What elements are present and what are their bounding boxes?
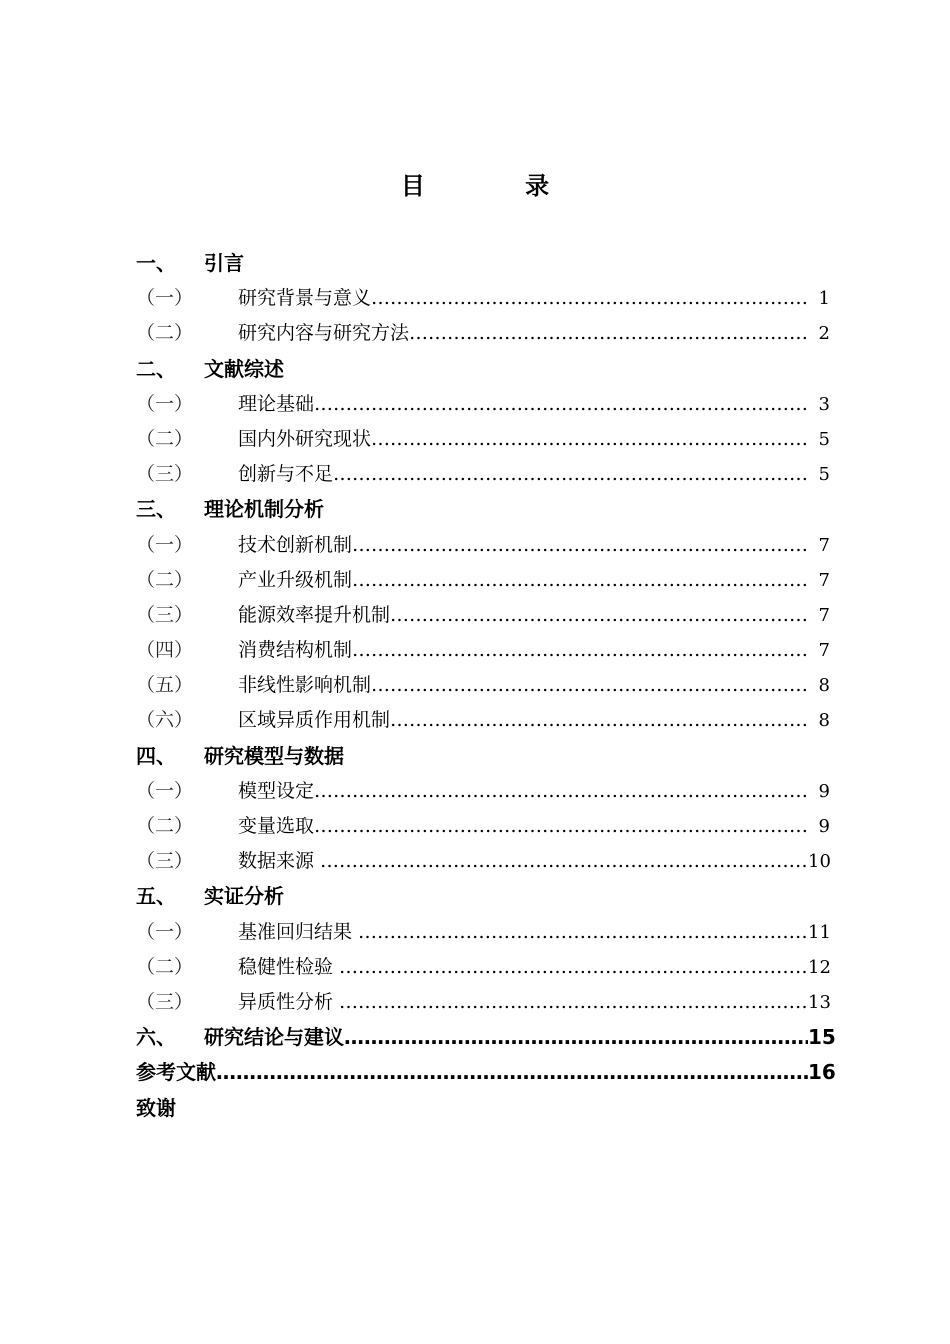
toc-entry[interactable] bbox=[136, 985, 830, 1020]
toc-number: （一） bbox=[136, 779, 194, 802]
toc-entry[interactable] bbox=[136, 422, 830, 457]
toc-number: （五） bbox=[136, 674, 194, 697]
toc-title: 模型设定 ………………………………………………………………………………………………………………………………………………… bbox=[238, 774, 808, 809]
toc-number: （二） bbox=[136, 815, 194, 837]
toc-page-number: 3 bbox=[818, 393, 830, 415]
toc-title: 区域异质作用机制 ………………………………………………………………………………………………………………………………………………… bbox=[238, 703, 808, 738]
toc-title: 变量选取 ………………………………………………………………………………………………………………………………………………… bbox=[238, 809, 808, 844]
toc-title: 基准回归结果 ………………………………………………………………………………………………………………………………………………… bbox=[238, 915, 808, 950]
toc-page-number: 9 bbox=[818, 780, 830, 802]
toc-page-number: 1 bbox=[818, 288, 830, 310]
toc-section-literature[interactable] bbox=[136, 352, 830, 387]
toc-title: 国内外研究现状 ………………………………………………………………………………………………………………………………………………… bbox=[238, 422, 808, 457]
toc-page-number: 13 bbox=[808, 991, 831, 1013]
toc-title: 创新与不足 ………………………………………………………………………………………………………………………………………………… bbox=[238, 457, 808, 492]
toc-page-number: 9 bbox=[818, 816, 830, 837]
toc-page-number: 5 bbox=[818, 464, 830, 486]
toc-section-references[interactable] bbox=[136, 1055, 836, 1090]
toc-title: 数据来源 ………………………………………………………………………………………………………………………………………………… bbox=[238, 844, 808, 879]
toc-entry[interactable] bbox=[136, 457, 830, 492]
toc-title: 异质性分析 ………………………………………………………………………………………………………………………………………………… bbox=[238, 985, 808, 1020]
toc-title: 文献综述 bbox=[204, 356, 284, 381]
toc-title: 理论基础 ………………………………………………………………………………………………………………………………………………… bbox=[238, 387, 808, 422]
toc-title: 实证分析 bbox=[204, 884, 284, 909]
toc-entry[interactable] bbox=[136, 809, 830, 844]
toc-entry[interactable] bbox=[136, 316, 830, 351]
toc-title: 稳健性检验 ………………………………………………………………………………………………………………………………………………… bbox=[238, 950, 808, 985]
toc-title: 研究模型与数据 bbox=[204, 743, 344, 768]
toc-section-mechanism[interactable] bbox=[136, 492, 830, 527]
toc-number: 四、 bbox=[136, 743, 176, 768]
toc-number: （一） bbox=[136, 392, 194, 415]
toc-entry[interactable] bbox=[136, 950, 830, 985]
toc-number: （二） bbox=[136, 955, 194, 978]
toc-page-number: 8 bbox=[818, 710, 830, 732]
toc-entry[interactable] bbox=[136, 774, 830, 809]
toc-section-acknowledgements[interactable] bbox=[136, 1091, 830, 1126]
toc-page-number: 7 bbox=[818, 604, 830, 626]
toc-entry[interactable] bbox=[136, 668, 830, 703]
toc-page-number: 10 bbox=[808, 851, 831, 873]
toc-number: （三） bbox=[136, 603, 194, 626]
toc-page-number: 15 bbox=[808, 1025, 836, 1050]
toc-number: 二、 bbox=[136, 356, 176, 381]
toc-page-number: 7 bbox=[818, 569, 830, 591]
toc-title: 研究内容与研究方法 ………………………………………………………………………………………………………………………………………………… bbox=[238, 316, 808, 351]
toc-page-number: 2 bbox=[818, 323, 830, 345]
toc-entry[interactable] bbox=[136, 281, 830, 316]
toc-entry[interactable] bbox=[136, 633, 830, 668]
toc-number: （六） bbox=[136, 709, 194, 732]
toc-page-number: 12 bbox=[808, 956, 831, 978]
toc-number: 三、 bbox=[136, 497, 176, 522]
toc-title: 参考文献 ………………………………………………………………………………………………………………………………………………… bbox=[136, 1055, 808, 1090]
toc-number: （一） bbox=[136, 287, 194, 310]
table-of-contents bbox=[136, 246, 836, 1126]
toc-section-model-data[interactable] bbox=[136, 739, 830, 774]
toc-entry[interactable] bbox=[136, 915, 830, 950]
toc-entry[interactable] bbox=[136, 844, 830, 879]
toc-page-number: 7 bbox=[818, 534, 830, 556]
toc-title: 非线性影响机制 ………………………………………………………………………………………………………………………………………………… bbox=[238, 668, 808, 703]
toc-entry[interactable] bbox=[136, 563, 830, 598]
toc-entry[interactable] bbox=[136, 703, 830, 738]
page-title: 目 录 bbox=[400, 172, 596, 200]
toc-number: （二） bbox=[136, 568, 194, 591]
toc-section-empirical[interactable] bbox=[136, 879, 830, 914]
toc-page-number: 8 bbox=[818, 675, 830, 697]
toc-title: 能源效率提升机制 ………………………………………………………………………………………………………………………………………………… bbox=[238, 598, 808, 633]
toc-number: （一） bbox=[136, 920, 194, 943]
toc-number: 六、 bbox=[136, 1025, 176, 1050]
toc-entry[interactable] bbox=[136, 387, 830, 422]
toc-entry[interactable] bbox=[136, 598, 830, 633]
toc-page-number: 5 bbox=[818, 428, 830, 450]
toc-title: 研究背景与意义 ………………………………………………………………………………………………………………………………………………… bbox=[238, 281, 808, 316]
toc-page-number: 16 bbox=[808, 1060, 836, 1085]
toc-title: 引言 bbox=[204, 251, 244, 275]
toc-section-intro[interactable] bbox=[136, 246, 830, 281]
toc-number: （三） bbox=[136, 990, 194, 1013]
toc-number: （一） bbox=[136, 533, 194, 556]
toc-title: 致谢 bbox=[136, 1095, 176, 1120]
toc-entry[interactable] bbox=[136, 528, 830, 563]
toc-section-conclusion[interactable] bbox=[136, 1020, 836, 1055]
toc-title: 理论机制分析 bbox=[204, 497, 324, 522]
toc-title: 技术创新机制 ………………………………………………………………………………………………………………………………………………… bbox=[238, 528, 808, 563]
toc-number: （二） bbox=[136, 322, 194, 345]
toc-title: 产业升级机制 ………………………………………………………………………………………………………………………………………………… bbox=[238, 563, 808, 598]
toc-title: 消费结构机制 ………………………………………………………………………………………………………………………………………………… bbox=[238, 633, 808, 668]
toc-number: （三） bbox=[136, 850, 194, 873]
toc-number: 一、 bbox=[136, 251, 176, 275]
toc-page-number: 7 bbox=[818, 640, 830, 662]
toc-number: （二） bbox=[136, 427, 194, 450]
toc-page-number: 11 bbox=[808, 921, 831, 943]
toc-title: 研究结论与建议 ………………………………………………………………………………………………………………………………………………… bbox=[204, 1020, 808, 1055]
toc-number: （四） bbox=[136, 639, 194, 662]
toc-number: （三） bbox=[136, 463, 194, 486]
toc-number: 五、 bbox=[136, 884, 176, 909]
